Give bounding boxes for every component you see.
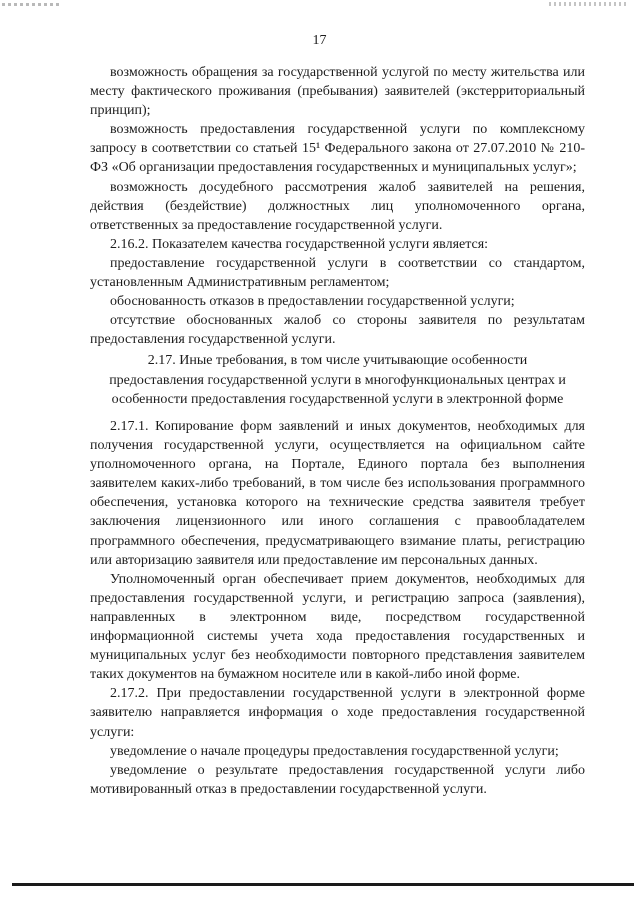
scan-artifact-mark: [549, 2, 629, 6]
section-heading-2-17: [90, 351, 585, 410]
paragraph: возможность предоставления государственной услуги по комплексному запросу в соответствии со статьей 15¹ Федерального закона от 27.07.2010 № 210-ФЗ «Об организации предоставления государственных и муниципальных услуг»;: [90, 122, 585, 176]
paragraph: предоставление государственной услуги в соответствии со стандартом, установленным Административным регламентом;: [90, 255, 585, 291]
heading-line: предоставления государственной услуги в многофункциональных центрах и: [109, 372, 566, 388]
paragraph: 2.17.1. Копирование форм заявлений и иных документов, необходимых для получения государственной услуги, осуществляется на официальном сайте уполномоченного органа, на Портале, Единого портала без выполнения заявителем каких-либо требований, в том числе без использования программного обеспечения, установка которого на технические средства заявителя требует заключения лицензионного или иного соглашения с правообладателем программного обеспечения, предусматривающего взимание платы, регистрацию или авторизацию заявителя или предоставление им персональных данных.: [90, 419, 585, 568]
paragraph: уведомление о результате предоставления государственной услуги либо мотивированный отказ в предоставлении государственной услуги.: [90, 762, 585, 797]
paragraph: обоснованность отказов в предоставлении государственной услуги;: [110, 294, 515, 310]
paragraph: 2.16.2. Показателем качества государственной услуги является:: [110, 236, 489, 252]
scan-artifact-mark: [2, 3, 60, 6]
paragraph: отсутствие обоснованных жалоб со стороны заявителя по результатам предоставления государственной услуги.: [90, 313, 585, 348]
heading-line: 2.17. Иные требования, в том числе учитывающие особенности: [147, 353, 528, 368]
section-2-16-text: [90, 63, 585, 349]
page-bottom-rule: [12, 883, 634, 886]
page-number: 17: [312, 33, 327, 48]
heading-line: особенности предоставления государственной услуги в электронной форме: [111, 392, 564, 407]
paragraph: уведомление о начале процедуры предоставления государственной услуги;: [110, 743, 559, 759]
paragraph: возможность обращения за государственной услугой по месту жительства или месту фактического проживания (пребывания) заявителей (экстерриториальный принцип);: [90, 65, 585, 119]
section-2-17-text: [90, 417, 585, 799]
paragraph: Уполномоченный орган обеспечивает прием документов, необходимых для предоставления государственной услуги, и регистрацию запроса (заявления), направленных в электронном виде, посредством государственной информационной системы учета хода предоставления государственных и муниципальных услуг без необходимости повторного представления заявителем таких документов на бумажном носителе или в какой-либо иной форме.: [90, 571, 585, 683]
paragraph: возможность досудебного рассмотрения жалоб заявителей на решения, действия (бездействие) должностных лиц уполномоченного органа, ответственных за предоставление государственной услуги.: [90, 179, 585, 233]
paragraph: 2.17.2. При предоставлении государственной услуги в электронной форме заявителю направляется информация о ходе предоставления государственной услуги:: [90, 686, 585, 740]
